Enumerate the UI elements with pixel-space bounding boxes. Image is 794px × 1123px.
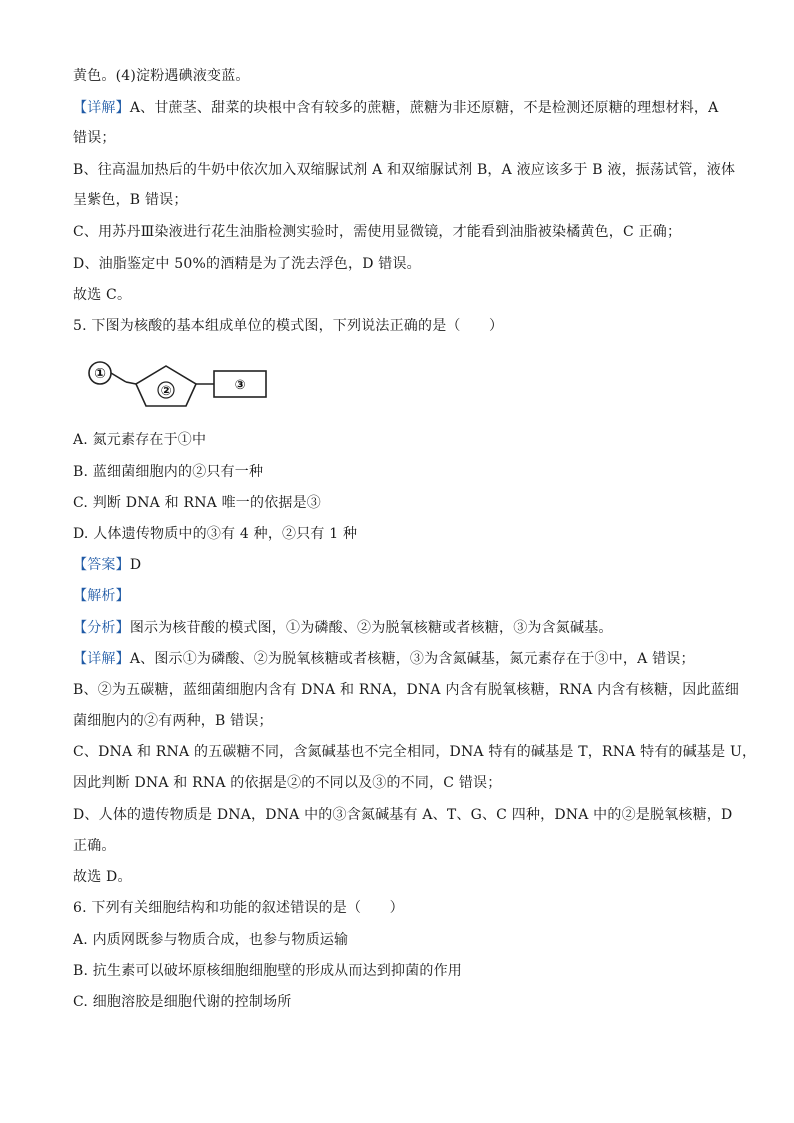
option-b: B. 抗生素可以破坏原核细胞细胞壁的形成从而达到抑菌的作用 — [73, 963, 462, 979]
text-line: C、DNA 和 RNA 的五碳糖不同，含氮碱基也不完全相同，DNA 特有的碱基是 T，RNA 特有的碱基是 U， — [73, 744, 757, 760]
label-2: ② — [160, 384, 172, 399]
nucleotide-diagram — [84, 354, 274, 414]
text-line: B、②为五碳糖，蓝细菌细胞内含有 DNA 和 RNA，DNA 内含有脱氧核糖，RNA 内含有核糖，因此蓝细 — [73, 682, 740, 698]
analysis-tag: 【解析】 — [73, 588, 130, 604]
text-line: C、用苏丹Ⅲ染液进行花生油脂检测实验时，需使用显微镜，才能看到油脂被染橘黄色，C 正确； — [73, 224, 682, 240]
text-line: 【分析】图示为核苷酸的模式图，①为磷酸、②为脱氧核糖或者核糖，③为含氮碱基。 — [73, 620, 613, 636]
option-b: B. 蓝细菌细胞内的②只有一种 — [73, 464, 264, 480]
text-line: B、往高温加热后的牛奶中依次加入双缩脲试剂 A 和双缩脲试剂 B，A 液应该多于 B 液，振荡试管，液体 — [73, 162, 736, 178]
answer-line: 【答案】D — [73, 557, 142, 573]
text-line: 呈紫色，B 错误； — [73, 192, 188, 208]
text-line: 正确。 — [73, 838, 116, 854]
label-1: ① — [94, 366, 106, 382]
text-line: 黄色。(4)淀粉遇碘液变蓝。 — [73, 68, 250, 84]
text-line: 【详解】A、甘蔗茎、甜菜的块根中含有较多的蔗糖，蔗糖为非还原糖，不是检测还原糖的理想材料，A — [73, 100, 719, 116]
option-d: D. 人体遗传物质中的③有 4 种，②只有 1 种 — [73, 526, 358, 542]
label-3: ③ — [234, 378, 246, 393]
text-line: D、人体的遗传物质是 DNA，DNA 中的③含氮碱基有 A、T、G、C 四种，DNA 中的②是脱氧核糖，D — [73, 807, 733, 823]
bond-1 — [111, 373, 126, 382]
option-a: A. 内质网既参与物质合成，也参与物质运输 — [73, 932, 349, 948]
answer-tag: 【答案】 — [73, 557, 130, 573]
question-6-stem: 6. 下列有关细胞结构和功能的叙述错误的是（ ） — [73, 900, 404, 916]
text-line: 因此判断 DNA 和 RNA 的依据是②的不同以及③的不同，C 错误； — [73, 775, 502, 791]
text-line: 错误； — [73, 130, 116, 146]
detail-tag: 【详解】 — [73, 100, 130, 116]
text-line: 故选 D。 — [73, 869, 132, 885]
text-line: 【详解】A、图示①为磷酸、②为脱氧核糖或者核糖，③为含氮碱基，氮元素存在于③中，A 错误； — [73, 651, 695, 667]
option-c: C. 细胞溶胶是细胞代谢的控制场所 — [73, 994, 292, 1010]
option-a: A. 氮元素存在于①中 — [73, 432, 207, 448]
analysis-heading — [73, 586, 723, 606]
text-line: D、油脂鉴定中 50%的酒精是为了洗去浮色，D 错误。 — [73, 256, 421, 272]
text-line: 故选 C。 — [73, 287, 132, 303]
text-line: 菌细胞内的②有两种，B 错误； — [73, 713, 273, 729]
option-c: C. 判断 DNA 和 RNA 唯一的依据是③ — [73, 495, 321, 511]
question-5-stem: 5. 下图为核酸的基本组成单位的模式图，下列说法正确的是（ ） — [73, 318, 504, 334]
